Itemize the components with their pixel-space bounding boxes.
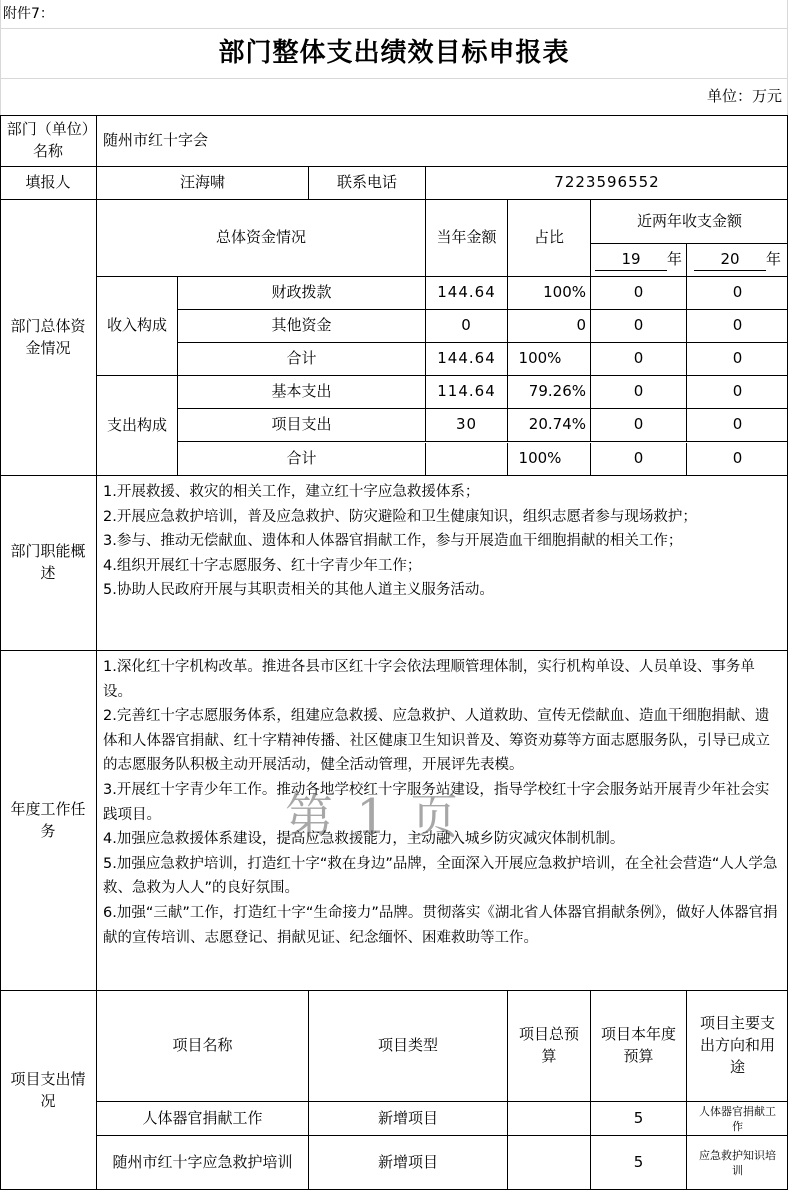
fund-cell-ratio: 79.26% xyxy=(508,376,591,409)
attachment-label: 附件7： xyxy=(3,5,54,22)
fund-cell-ratio: 0 xyxy=(508,310,591,343)
year1-value: 19 xyxy=(595,249,667,272)
year-suffix: 年 xyxy=(666,250,682,269)
phone-value: 7223596552 xyxy=(426,167,788,200)
fund-cell-y1: 0 xyxy=(591,277,687,310)
ratio-header: 占比 xyxy=(508,200,591,277)
project-year-budget-header: 项目本年度预算 xyxy=(591,991,687,1102)
fund-cell-y1: 0 xyxy=(591,310,687,343)
task-item: 1.深化红十字机构改革。推进各县市区红十字会依法理顺管理体制，实行机构单设、人员单设、事务单设。 xyxy=(103,659,755,700)
project-direction-header: 项目主要支出方向和用途 xyxy=(687,991,788,1102)
project-name: 随州市红十字应急救护培训 xyxy=(97,1136,309,1190)
unit-label: 单位：万元 xyxy=(706,87,782,106)
project-name-header: 项目名称 xyxy=(97,991,309,1102)
income-label: 收入构成 xyxy=(97,277,178,376)
project-type: 新增项目 xyxy=(309,1136,508,1190)
functions-item: 2.开展应急救护培训，普及应急救护、防灾避险和卫生健康知识，组织志愿者参与现场救护； xyxy=(103,508,697,525)
projects-label: 项目支出情况 xyxy=(0,991,97,1190)
project-total-budget-header: 项目总预算 xyxy=(508,991,591,1102)
phone-label: 联系电话 xyxy=(309,167,426,200)
project-year-budget: 5 xyxy=(591,1136,687,1190)
fund-cell-amount: 144.64 xyxy=(426,343,508,376)
functions-item: 1.开展救援、救灾的相关工作，建立红十字应急救援体系； xyxy=(103,484,480,500)
project-type: 新增项目 xyxy=(309,1102,508,1136)
page-title: 部门整体支出绩效目标申报表 xyxy=(218,38,570,69)
fund-cell-amount xyxy=(426,443,508,476)
project-total-budget xyxy=(508,1136,591,1190)
funds-overall-header: 总体资金情况 xyxy=(97,200,426,277)
fund-cell-y2: 0 xyxy=(687,409,788,442)
functions-item: 4.组织开展红十字志愿服务、红十字青少年工作； xyxy=(103,557,422,574)
fund-cell-name: 财政拨款 xyxy=(178,277,426,310)
fund-cell-name: 项目支出 xyxy=(178,409,426,442)
department-value: 随州市红十字会 xyxy=(97,115,788,167)
functions-label: 部门职能概述 xyxy=(0,476,97,651)
fund-cell-y2: 0 xyxy=(687,443,788,476)
task-item: 5.加强应急救护培训，打造红十字“救在身边”品牌，全面深入开展应急救护培训，在全社会营造“人人学急救、急救为人人”的良好氛围。 xyxy=(103,855,778,897)
fund-cell-name: 合计 xyxy=(178,443,426,476)
annual-tasks-text xyxy=(97,651,788,991)
project-type-header: 项目类型 xyxy=(309,991,508,1102)
project-total-budget xyxy=(508,1102,591,1136)
funds-section-label: 部门总体资金情况 xyxy=(0,200,97,476)
project-direction: 应急救护知识培训 xyxy=(699,1149,776,1177)
department-label: 部门（单位）名称 xyxy=(0,115,97,167)
filler-value: 汪海啸 xyxy=(97,167,309,200)
fund-cell-y1: 0 xyxy=(591,443,687,476)
project-direction: 人体器官捐献工作 xyxy=(687,1102,788,1136)
year-suffix: 年 xyxy=(765,250,781,269)
fund-cell-y2: 0 xyxy=(687,343,788,376)
fund-cell-y2: 0 xyxy=(687,277,788,310)
fund-cell-y1: 0 xyxy=(591,376,687,409)
project-year-budget: 5 xyxy=(591,1102,687,1136)
functions-item: 3.参与、推动无偿献血、遗体和人体器官捐献工作，参与开展造血干细胞捐献的相关工作； xyxy=(103,533,683,550)
recent-years-header: 近两年收支金额 xyxy=(591,200,788,244)
fund-cell-y1: 0 xyxy=(591,409,687,442)
task-item: 2.完善红十字志愿服务体系，组建应急救援、应急救护、人道救助、宣传无偿献血、造血干细胞捐献、遗体和人体器官捐献、红十字精神传播、社区健康卫生知识普及、筹资劝募等方面志愿服务队，引导已成立的志愿服务队积极主动开展活动，健全活动管理，开展评先表模。 xyxy=(103,708,770,774)
fund-cell-amount: 30 xyxy=(426,409,508,442)
year2-value: 20 xyxy=(694,249,766,272)
project-name: 人体器官捐献工作 xyxy=(97,1102,309,1136)
fund-cell-y1: 0 xyxy=(591,343,687,376)
annual-tasks-label: 年度工作任务 xyxy=(0,651,97,991)
fund-cell-ratio: 20.74% xyxy=(508,409,591,442)
fund-cell-ratio: 100% xyxy=(508,277,591,310)
fund-cell-amount: 0 xyxy=(426,310,508,343)
year2-header xyxy=(687,244,788,277)
page-watermark: 第 1 页 xyxy=(285,789,463,845)
task-item: 3.开展红十字青少年工作。推动各地学校红十字服务站建设，指导学校红十字会服务站开展青少年社会实践项目。 xyxy=(103,781,770,823)
task-item: 6.加强“三献”工作，打造红十字“生命接力”品牌。贯彻落实《湖北省人体器官捐献条例》，做好人体器官捐献的宣传培训、志愿登记、捐献见证、纪念缅怀、困难救助等工作。 xyxy=(103,904,778,946)
year1-header xyxy=(591,244,687,277)
task-item: 4.加强应急救援体系建设，提高应急救援能力，主动融入城乡防灾减灾体制机制。 xyxy=(103,831,625,848)
fund-cell-ratio: 100% xyxy=(508,343,591,376)
fund-cell-name: 合计 xyxy=(178,343,426,376)
fund-cell-ratio: 100% xyxy=(508,443,591,476)
functions-item: 5.协助人民政府开展与其职责相关的其他人道主义服务活动。 xyxy=(103,582,494,599)
fund-cell-name: 基本支出 xyxy=(178,376,426,409)
filler-label: 填报人 xyxy=(0,167,97,200)
expense-label: 支出构成 xyxy=(97,376,178,476)
grid-line xyxy=(0,28,788,29)
fund-cell-amount: 144.64 xyxy=(426,277,508,310)
fund-cell-y2: 0 xyxy=(687,376,788,409)
fund-cell-name: 其他资金 xyxy=(178,310,426,343)
fund-cell-amount: 114.64 xyxy=(426,376,508,409)
fund-cell-y2: 0 xyxy=(687,310,788,343)
functions-text xyxy=(97,476,788,651)
current-amount-header: 当年金额 xyxy=(426,200,508,277)
